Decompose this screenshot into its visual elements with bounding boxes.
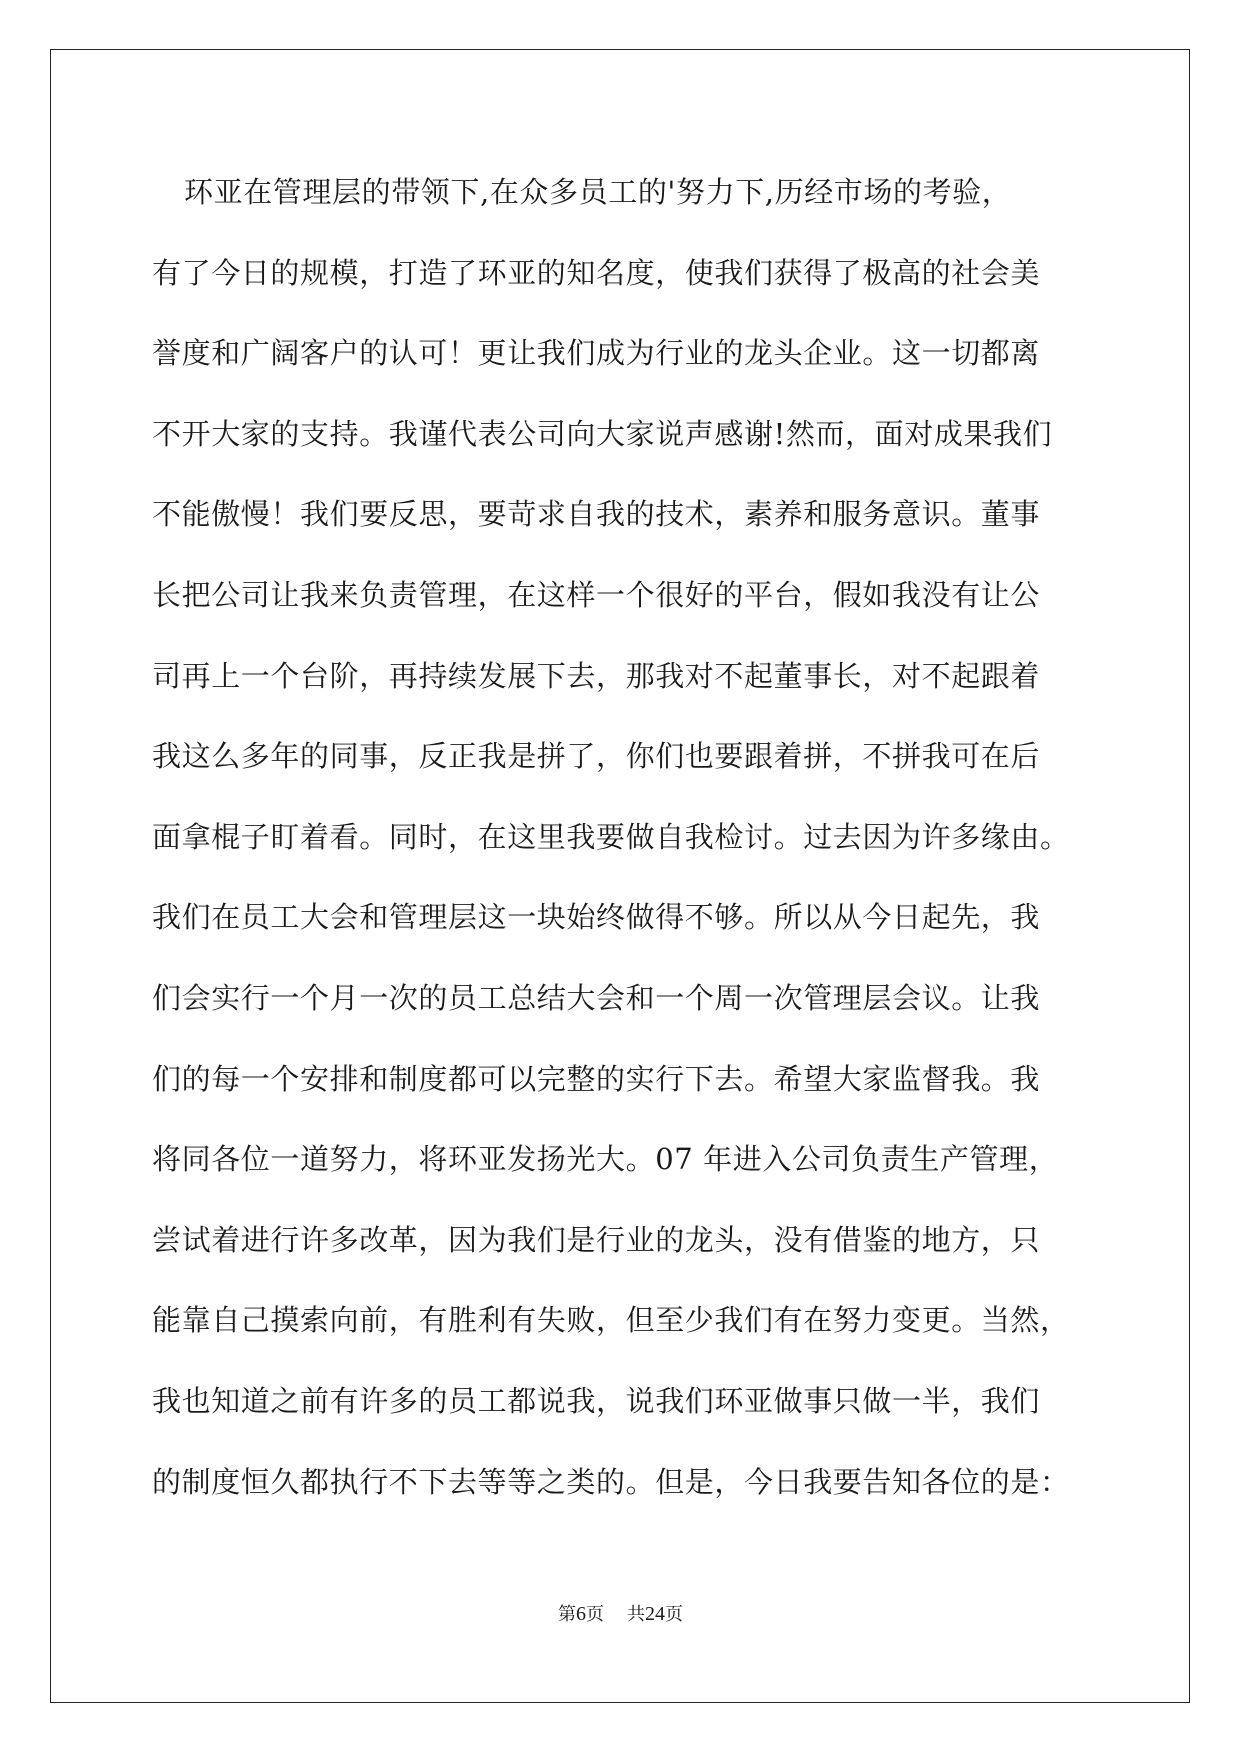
paragraph-line: 司再上一个台阶，再持续发展下去，那我对不起董事长，对不起跟着 <box>152 658 1041 693</box>
page-prefix: 第 <box>558 1604 577 1625</box>
paragraph-line: 尝试着进行许多改革，因为我们是行业的龙头，没有借鉴的地方，只 <box>152 1222 1041 1257</box>
paragraph-line: 的制度恒久都执行不下去等等之类的。但是，今日我要告知各位的是： <box>152 1464 1070 1499</box>
paragraph-line: 将同各位一道努力，将环亚发扬光大。07 年进入公司负责生产管理， <box>152 1142 1059 1177</box>
paragraph-line: 我们在员工大会和管理层这一块始终做得不够。所以从今日起先，我 <box>152 900 1041 935</box>
paragraph-line: 我这么多年的同事，反正我是拼了，你们也要跟着拼，不拼我可在后 <box>152 739 1041 774</box>
paragraph-line: 们的每一个安排和制度都可以完整的实行下去。希望大家监督我。我 <box>152 1061 1041 1096</box>
paragraph-line: 面拿棍子盯着看。同时，在这里我要做自我检讨。过去因为许多缘由。 <box>152 819 1070 854</box>
paragraph-line: 不开大家的支持。我谨代表公司向大家说声感谢!然而，面对成果我们 <box>152 416 1053 451</box>
page-suffix: 页 <box>586 1604 605 1625</box>
paragraph-line: 长把公司让我来负责管理，在这样一个很好的平台，假如我没有让公 <box>152 577 1041 612</box>
paragraph-line: 能靠自己摸索向前，有胜利有失败，但至少我们有在努力变更。当然， <box>152 1303 1070 1338</box>
total-suffix: 页 <box>664 1604 683 1625</box>
total-prefix: 共 <box>626 1604 645 1625</box>
total-pages-number: 24 <box>644 1603 665 1625</box>
paragraph-line: 环亚在管理层的带领下,在众多员工的'努力下,历经市场的考验， <box>184 175 1012 209</box>
current-page-number: 6 <box>576 1603 587 1625</box>
document-body <box>152 152 1092 1522</box>
page-number-footer <box>0 1602 1241 1627</box>
paragraph-line: 有了今日的规模，打造了环亚的知名度，使我们获得了极高的社会美 <box>152 255 1041 290</box>
paragraph-line: 们会实行一个月一次的员工总结大会和一个周一次管理层会议。让我 <box>152 980 1041 1015</box>
paragraph-line: 我也知道之前有许多的员工都说我，说我们环亚做事只做一半，我们 <box>152 1383 1041 1418</box>
paragraph-line: 誉度和广阔客户的认可！更让我们成为行业的龙头企业。这一切都离 <box>152 336 1041 371</box>
paragraph-line: 不能傲慢！我们要反思，要苛求自我的技术，素养和服务意识。董事 <box>152 497 1041 532</box>
